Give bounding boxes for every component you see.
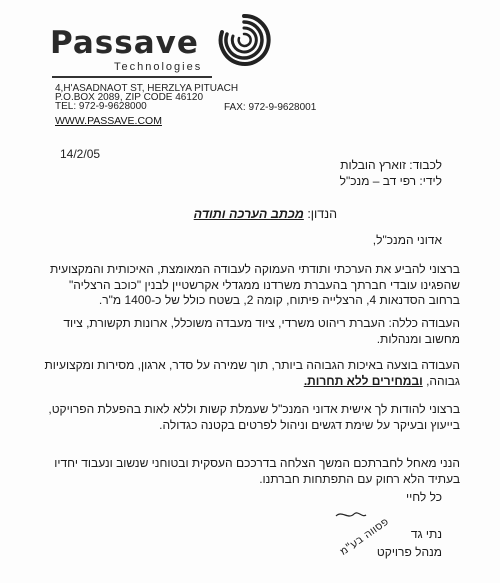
paragraph-quality [40,358,460,389]
closing: כל לחיי [406,490,442,504]
paragraph-wishes: הנני מאחל לחברתכם המשך הצלחה בדרככם העסקית ובטוחני שנשוב ונעבוד יחדיו בעתיד הלא רחוק עם התפתחות חברתנו. [54,456,460,486]
telephone: TEL: 972-9-9628000 [55,101,147,112]
recipient-line-1: לכבוד: זוארץ הובלות [340,158,442,172]
paragraph-scope: העבודה כללה: העברת ריהוט משרדי, ציוד מעבדה משוכלל, ארונות תקשורת, ציוד מחשוב ומנהלות. [63,316,460,346]
salutation: אדוני המנכ"ל, [372,233,442,247]
address-line-1: 4,H'ASADNAOT ST, HERZLYA PITUACH [55,83,239,94]
company-logo-name: Passave [50,25,199,61]
paragraph-thanks: ברצוני להודות לך אישית אדוני המנכ"ל שעמלת קשות וללא לאות בהפעלת הפרויקט, בייעוץ ובעיקר על שימת דגשים וניהול לפרטים בקטנה כגדולה. [48,402,460,432]
signature-scribble [336,513,366,516]
stamp-text: פסווה בע"מ [337,514,391,558]
website-link[interactable]: WWW.PASSAVE.COM [55,115,162,127]
logo-underline [52,76,212,78]
swirl-logo-icon [214,10,274,70]
company-stamp [318,506,468,566]
quality-emphasis: ובמחירים ללא תחרות. [303,373,423,388]
quality-text: העבודה בוצעה באיכות הגבוהה ביותר, תוך שמירה על סדר, ארגון, מסירות ומקצועיות גבוהה, [44,358,460,388]
signer-title: מנהל פרויקט [376,545,442,559]
subject-title: מכתב הערכה ותודה [193,207,304,221]
letter-date: 14/2/05 [60,147,101,161]
paragraph-intro: ברצוני להביע את הערכתי ותודתי העמוקה לעבודה המאומצת, האיכותית והמקצועית שהפגינו עובדי חברתך בהעברת משרדנו ממגדלי אקרשטיין לבנין "כוכב הרצליה" ברחוב הסדנאות 4, הרצלייה פיתוח, קומה 2, בשטח כולל של כ-1400 מ"ר. [49,262,460,307]
signer-name: נתי גד [410,527,442,541]
subject-line [194,207,337,221]
subject-prefix: הנדון: [307,207,337,221]
company-logo-subtitle: Technologies [114,61,203,73]
address-line-2: P.O.BOX 2089, ZIP CODE 46120 [55,92,204,103]
fax: FAX: 972-9-9628001 [224,102,317,113]
recipient-line-2: לידי: רפי דב – מנכ"ל [339,174,442,188]
